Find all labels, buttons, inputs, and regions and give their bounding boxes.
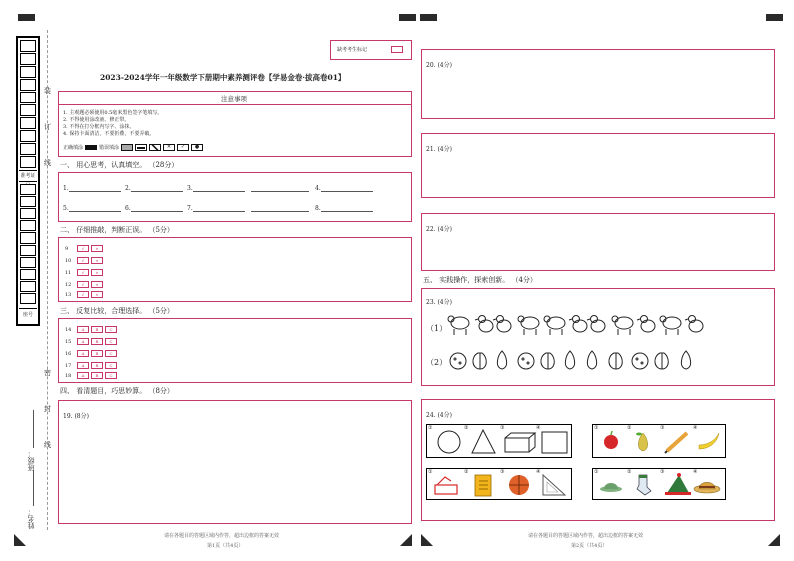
q22-answer-box[interactable]: [421, 213, 775, 271]
circle-shape-icon: [438, 431, 460, 453]
corner-mark-tm1: [399, 14, 416, 21]
q24-items-a-marker-1: ①: [428, 469, 433, 475]
q24-items-b-marker-4: ④: [693, 469, 698, 475]
q24-shapes-marker-3: ③: [500, 425, 505, 431]
orange-icon: [632, 353, 648, 369]
binding-char-1: 装: [44, 87, 51, 95]
section-2-heading: 二、 仔细推敲，判断正误。 （5分）: [60, 226, 174, 234]
corner-triangle-br: [768, 534, 780, 546]
q4-blank[interactable]: [321, 183, 373, 192]
duck-icon: [685, 316, 703, 333]
q24-objects-marker-4: ④: [693, 425, 698, 431]
q17-option-b[interactable]: B: [91, 362, 103, 369]
correct-fill-label: 正确填涂: [63, 145, 84, 151]
pear-icon: [636, 433, 648, 452]
q6-blank[interactable]: [131, 203, 183, 212]
correct-fill-sample: [85, 145, 97, 150]
q13-number: 13: [65, 291, 72, 298]
notice-item-3: 3. 不得在打分框内写字、涂抹。: [63, 124, 135, 130]
q8-blank[interactable]: [321, 203, 373, 212]
q15-number: 15: [65, 338, 72, 345]
q15-option-b[interactable]: B: [91, 338, 103, 345]
q16-option-a[interactable]: A: [77, 350, 89, 357]
triangle-shape-icon: [472, 430, 495, 453]
q18-option-c[interactable]: C: [105, 372, 117, 379]
q24-objects-marker-2: ②: [627, 425, 632, 431]
q24-shapes-marker-2: ②: [464, 425, 469, 431]
wrong-fill-label: 错误填涂: [99, 145, 120, 151]
q13-option-false[interactable]: ×: [91, 291, 103, 298]
q24-items-group-b: [592, 468, 726, 500]
straw-hat-icon: [694, 482, 720, 493]
q15-option-c[interactable]: C: [105, 338, 117, 345]
q10-option-false[interactable]: ×: [91, 257, 103, 264]
q2[interactable]: [125, 183, 183, 192]
q7[interactable]: [187, 203, 309, 212]
q13-option-true[interactable]: √: [77, 291, 89, 298]
page-title: 2023-2024学年一年级数学下册期中素养测评卷【学易金卷·拔高卷01】: [100, 73, 346, 82]
christmas-hat-icon: [665, 473, 691, 495]
pear-icon: [497, 351, 506, 369]
footer-page-right: 第2页（共4页）: [571, 543, 608, 549]
q7-label: 7.: [187, 205, 193, 212]
absent-mark-box: [330, 40, 412, 60]
q10-number: 10: [65, 257, 72, 264]
footer-warning-right: 请在各题目的答题区域内作答，超出边框的答案无效: [528, 533, 644, 539]
peach-icon: [655, 353, 668, 369]
q12-option-true[interactable]: √: [77, 281, 89, 288]
apple-icon: [604, 431, 618, 449]
duck-icon: [569, 316, 587, 333]
q12-option-false[interactable]: ×: [91, 281, 103, 288]
exam-number-cells-top[interactable]: [20, 40, 36, 168]
q21-answer-box[interactable]: [421, 133, 775, 198]
section-3-heading: 三、 反复比较，合理选择。 （5分）: [60, 307, 174, 315]
q17-row: [65, 362, 117, 369]
q24-items-a-marker-4: ④: [536, 469, 541, 475]
peach-icon: [473, 353, 486, 369]
sheep-icon: [612, 316, 633, 335]
duck-icon: [587, 316, 605, 333]
notice-heading: 注意事项: [221, 95, 247, 103]
wrong-fill-sample-3: [149, 144, 161, 151]
q10-row: [65, 257, 103, 264]
q11-option-false[interactable]: ×: [91, 269, 103, 276]
q19-label: 19. (8分): [63, 413, 89, 420]
sheep-icon: [660, 316, 681, 335]
q24-items-group-a: [426, 468, 572, 500]
banana-icon: [699, 433, 719, 449]
q20-answer-box[interactable]: [421, 49, 775, 119]
q24-objects-marker-1: ①: [594, 425, 599, 431]
q10-option-true[interactable]: √: [77, 257, 89, 264]
pencil-icon: [665, 433, 687, 453]
q23-label: 23. (4分): [426, 299, 452, 306]
binding-dashed-line: [47, 30, 48, 530]
q7-blank-2[interactable]: [251, 203, 309, 212]
q5-blank[interactable]: [69, 203, 121, 212]
corner-mark-tm2: [420, 14, 437, 21]
q11-number: 11: [65, 269, 72, 276]
basketball-icon: [509, 475, 529, 495]
q14-option-b[interactable]: B: [91, 326, 103, 333]
wrong-fill-sample-2: [135, 144, 147, 151]
q24-shapes-group: [426, 424, 572, 458]
class-label: 班级：: [27, 450, 35, 471]
sheep-icon: [518, 316, 539, 335]
q22-label: 22. (4分): [426, 226, 452, 233]
pear-icon: [565, 351, 574, 369]
q24-items-a-marker-3: ③: [500, 469, 505, 475]
q16-row: [65, 350, 117, 357]
q5-label: 5.: [63, 205, 69, 212]
q3[interactable]: [187, 183, 309, 192]
q1[interactable]: [63, 183, 121, 192]
q23-answer-box: [421, 288, 775, 386]
q9-option-false[interactable]: ×: [91, 245, 103, 252]
q2-blank[interactable]: [131, 183, 183, 192]
fill-examples: [63, 144, 203, 151]
q23-part1-label: （1）: [426, 324, 448, 333]
orange-icon: [450, 353, 466, 369]
q5[interactable]: [63, 203, 121, 212]
corner-triangle-bl: [14, 534, 26, 546]
q14-row: [65, 326, 117, 333]
wrong-fill-sample-4: ✕: [163, 144, 175, 151]
section-1-heading: 一、 用心思考，认真填空。 （28分）: [60, 161, 179, 169]
duck-icon: [637, 316, 655, 333]
footer-warning-left: 请在各题目的答题区域内作答，超出边框的答案无效: [164, 533, 280, 539]
sheep-icon: [544, 316, 565, 335]
absent-mark-checkbox[interactable]: [391, 46, 403, 53]
notice-item-1: 1. 主观题必须使用0.5毫米黑色签字笔填写。: [63, 110, 163, 116]
q12-number: 12: [65, 281, 72, 288]
q11-row: [65, 269, 103, 276]
q8-label: 8.: [315, 205, 321, 212]
q17-number: 17: [65, 362, 72, 369]
exam-number-label: 准考证: [19, 170, 37, 182]
q24-items-b-marker-1: ①: [594, 469, 599, 475]
q4[interactable]: [315, 183, 373, 192]
q14-number: 14: [65, 326, 72, 333]
q24-items-b-marker-2: ②: [627, 469, 632, 475]
name-field[interactable]: [33, 470, 34, 506]
sheep-icon: [448, 316, 469, 335]
q24-shapes-marker-4: ④: [536, 425, 541, 431]
sharpener-icon: [435, 477, 457, 494]
sock-icon: [637, 475, 651, 495]
q12-row: [65, 281, 103, 288]
seal-char-2: 封: [44, 405, 51, 413]
q24-objects-group: [592, 424, 726, 458]
q19-answer-box[interactable]: [58, 400, 412, 524]
q6[interactable]: [125, 203, 183, 212]
corner-mark-tr: [766, 14, 783, 21]
q18-option-b[interactable]: B: [91, 372, 103, 379]
q20-label: 20. (4分): [426, 62, 452, 69]
q9-number: 9: [65, 245, 69, 252]
binding-char-3: 线: [44, 159, 51, 167]
q24-items-b-marker-3: ③: [660, 469, 665, 475]
q24-answer-box: [421, 399, 775, 521]
notice-box: [58, 91, 412, 157]
q24-objects-marker-3: ③: [660, 425, 665, 431]
corner-mark-tl: [18, 14, 35, 21]
pear-icon: [681, 351, 690, 369]
wrong-fill-sample-1: [121, 144, 133, 151]
q9-option-true[interactable]: √: [77, 245, 89, 252]
q24-shapes-marker-1: ①: [428, 425, 433, 431]
q3-blank-2[interactable]: [251, 183, 309, 192]
q18-number: 18: [65, 372, 72, 379]
q24-label: 24. (4分): [426, 412, 452, 419]
q3-label: 3.: [187, 185, 193, 192]
q7-blank[interactable]: [193, 203, 245, 212]
peach-icon: [541, 353, 554, 369]
binding-char-2: 订: [44, 123, 51, 131]
seal-char-1: 密: [44, 369, 51, 377]
section-2-box: [58, 237, 412, 302]
notebook-icon: [475, 475, 491, 496]
peach-icon: [609, 353, 622, 369]
q11-option-true[interactable]: √: [77, 269, 89, 276]
q15-row: [65, 338, 117, 345]
orange-icon: [518, 353, 534, 369]
pear-icon: [587, 351, 596, 369]
square-shape-icon: [542, 432, 567, 453]
q23-animal-sequence: [446, 311, 706, 337]
q3-blank[interactable]: [193, 183, 245, 192]
q16-number: 16: [65, 350, 72, 357]
q6-label: 6.: [125, 205, 131, 212]
q17-option-c[interactable]: C: [105, 362, 117, 369]
q24-items-a-marker-2: ②: [464, 469, 469, 475]
section-3-box: [58, 318, 412, 383]
exam-number-grid: [16, 36, 40, 326]
section-4-heading: 四、 看清题目，巧思妙算。 （8分）: [60, 387, 174, 395]
q14-option-c[interactable]: C: [105, 326, 117, 333]
seal-char-3: 线: [44, 441, 51, 449]
q9-row: [65, 245, 103, 252]
duck-icon: [493, 316, 511, 333]
class-field[interactable]: [33, 410, 34, 448]
q16-option-b[interactable]: B: [91, 350, 103, 357]
q4-label: 4.: [315, 185, 321, 192]
q1-label: 1.: [63, 185, 69, 192]
green-hat-icon: [600, 483, 622, 492]
q14-option-a[interactable]: A: [77, 326, 89, 333]
section-5-heading: 五、 实践操作，探索创新。 （4分）: [423, 276, 537, 284]
q15-option-a[interactable]: A: [77, 338, 89, 345]
corner-triangle-bm1: [400, 534, 412, 546]
seat-label: 座号: [19, 308, 37, 321]
section-1-box: [58, 172, 412, 222]
duck-icon: [475, 316, 493, 333]
corner-triangle-bm2: [421, 534, 433, 546]
absent-mark-label: 缺考考生标记: [337, 47, 368, 53]
q23-part2-label: （2）: [426, 358, 448, 367]
q13-row: [65, 291, 103, 298]
notice-item-2: 2. 不得使用涂改液、修正带。: [63, 117, 130, 123]
q17-option-a[interactable]: A: [77, 362, 89, 369]
q16-option-c[interactable]: C: [105, 350, 117, 357]
name-label: 姓名：: [27, 508, 35, 529]
q1-blank[interactable]: [69, 183, 121, 192]
q8[interactable]: [315, 203, 373, 212]
q23-fruit-sequence: [446, 347, 716, 373]
cuboid-shape-icon: [505, 433, 535, 452]
wrong-fill-sample-6: ●: [191, 144, 203, 151]
q2-label: 2.: [125, 185, 131, 192]
wrong-fill-sample-5: ✓: [177, 144, 189, 151]
footer-page-left: 第1页（共4页）: [207, 543, 244, 549]
exam-number-cells-bottom[interactable]: [20, 184, 36, 304]
q18-row: [65, 372, 117, 379]
q18-option-a[interactable]: A: [77, 372, 89, 379]
q21-label: 21. (4分): [426, 146, 452, 153]
set-square-icon: [543, 475, 565, 495]
notice-item-4: 4. 保持卡面清洁，不要折叠，不要弄破。: [63, 131, 155, 137]
